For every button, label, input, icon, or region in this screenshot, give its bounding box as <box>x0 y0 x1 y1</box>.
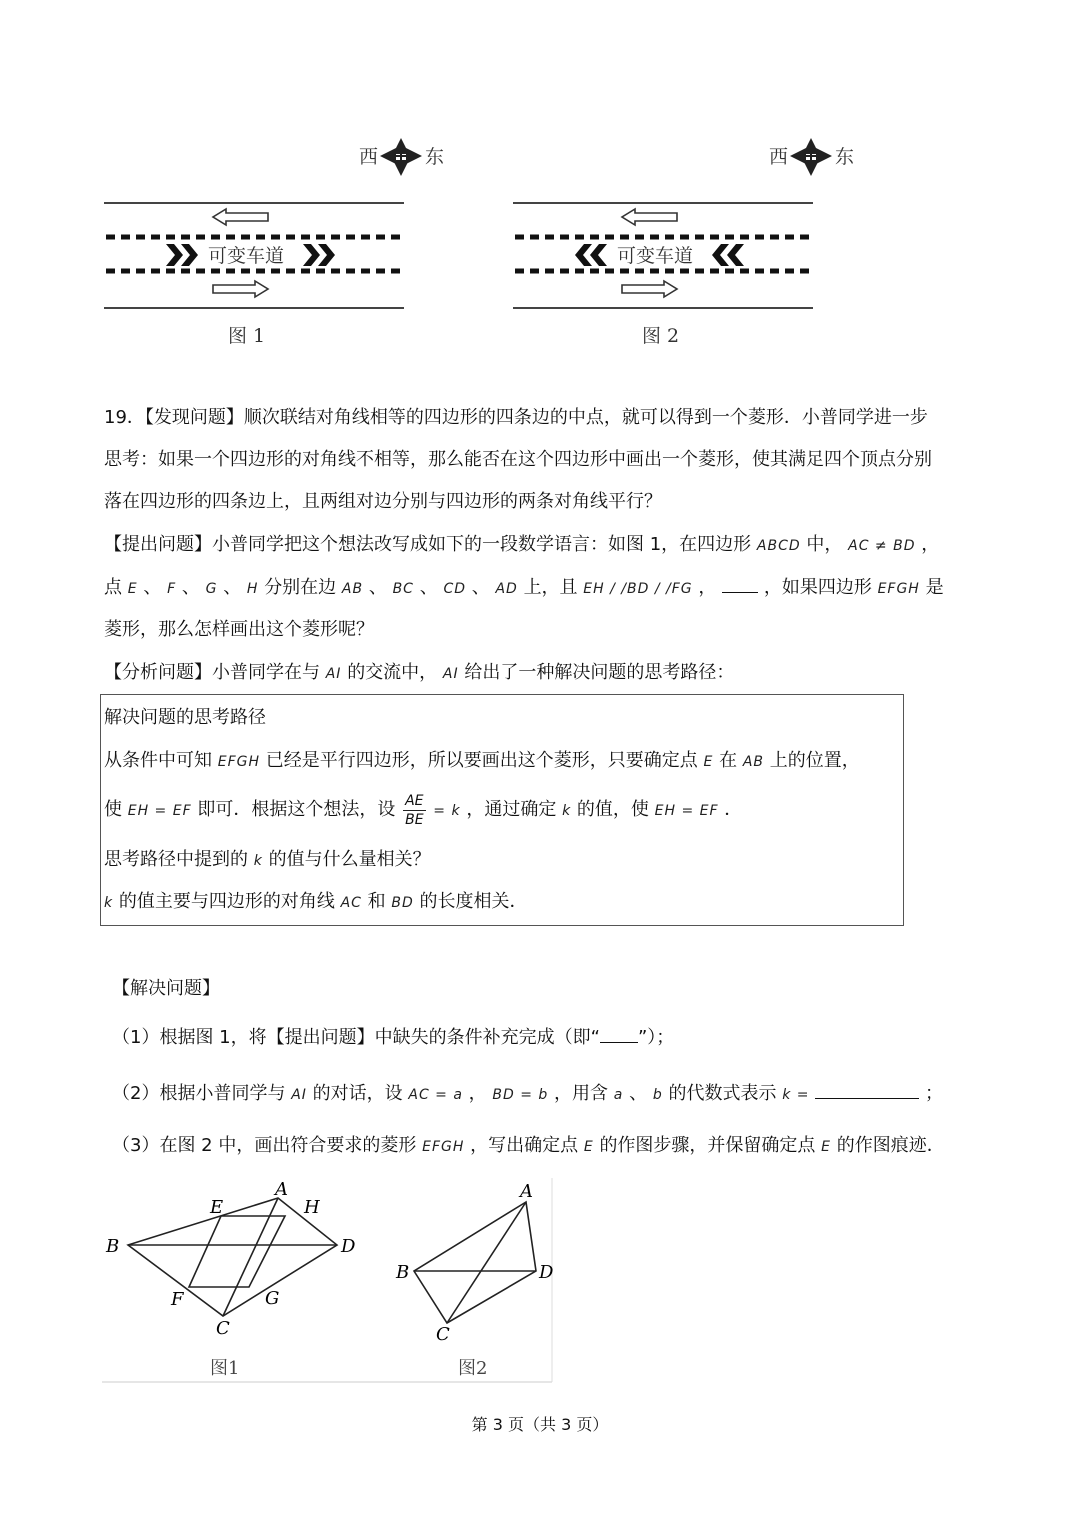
problem-line: 菱形，那么怎样画出这个菱形呢？ <box>104 619 374 640</box>
question-1: （1）根据图 1，将【提出问题】中缺失的条件补充完成（即“ ”）； <box>112 1024 674 1052</box>
problem-line: 点 E 、 F 、 G 、 H 分别在边 AB 、 BC 、 CD 、 AD 上，且 EH / /BD / /FG ， ，如果四边形 EFGH 是 <box>104 574 944 603</box>
chevron-right-icon <box>303 244 335 266</box>
box-line: 思考路径中提到的 k 的值与什么量相关？ <box>104 849 431 870</box>
arrow-right-icon <box>213 281 268 297</box>
vertex-label: B <box>106 1236 120 1257</box>
question-3: （3）在图 2 中，画出符合要求的菱形 EFGH ，写出确定点 E 的作图步骤，并保留确定点 E 的作图痕迹． <box>112 1135 945 1156</box>
answer-blank <box>722 574 758 593</box>
lane-figures <box>0 120 1080 360</box>
vertex-label: C <box>436 1324 450 1345</box>
solve-title: 【解决问题】 <box>112 978 220 999</box>
vertex-label: D <box>539 1262 554 1283</box>
west-label: 西 <box>769 146 789 168</box>
vertex-label: C <box>216 1318 230 1339</box>
figure-caption: 图 2 <box>642 325 680 347</box>
compass-icon <box>384 142 418 172</box>
variable-lane-label: 可变车道 <box>208 245 285 267</box>
variable-lane-label: 可变车道 <box>617 245 694 267</box>
figure-caption: 图2 <box>458 1358 488 1379</box>
question-2: （2）根据小普同学与 AI 的对话，设 AC = a ， BD = b ，用含 a 、 b 的代数式表示 k = ； <box>112 1080 943 1109</box>
east-label: 东 <box>835 146 855 168</box>
vertex-label: H <box>304 1197 320 1218</box>
figure-caption: 图1 <box>210 1358 240 1379</box>
chevron-left-icon <box>712 244 744 266</box>
vertex-label: F <box>171 1289 184 1310</box>
vertex-label: A <box>520 1181 533 1202</box>
box-line: 从条件中可知 EFGH 已经是平行四边形，所以要画出这个菱形，只要确定点 E 在 AB 上的位置， <box>104 750 860 771</box>
chevron-right-icon <box>166 244 198 266</box>
arrow-right-icon <box>622 281 677 297</box>
road-figure-2 <box>513 203 813 347</box>
compass-icon <box>794 142 828 172</box>
vertex-label: B <box>396 1262 410 1283</box>
page-footer: 第 3 页（共 3 页） <box>471 1415 609 1434</box>
answer-blank <box>815 1080 919 1099</box>
vertex-label: E <box>210 1197 224 1218</box>
box-line: k 的值主要与四边形的对角线 AC 和 BD 的长度相关． <box>104 891 528 912</box>
chevron-left-icon <box>575 244 607 266</box>
figure-caption: 图 1 <box>228 325 266 347</box>
answer-blank <box>600 1024 638 1043</box>
problem-line: 思考：如果一个四边形的对角线不相等，那么能否在这个四边形中画出一个菱形，使其满足四个顶点分别 <box>104 449 932 470</box>
arrow-left-icon <box>213 209 268 225</box>
box-line: 使 EH = EF 即可．根据这个想法，设 $\frac{AE}{BE}$ = k ，通过确定 k 的值，使 EH = EF ． <box>104 792 743 828</box>
problem-line: 19．【发现问题】顺次联结对角线相等的四边形的四条边的中点，就可以得到一个菱形．小普同学进一步 <box>104 407 928 428</box>
problem-line: 【分析问题】小普同学在与 AI 的交流中， AI 给出了一种解决问题的思考路径： <box>104 662 735 683</box>
problem-line: 落在四边形的四条边上，且两组对边分别与四边形的两条对角线平行？ <box>104 491 662 512</box>
west-label: 西 <box>359 146 379 168</box>
geometry-figures <box>100 1172 560 1384</box>
vertex-label: D <box>341 1236 356 1257</box>
problem-line: 【提出问题】小普同学把这个想法改写成如下的一段数学语言：如图 1，在四边形 ABCD 中， AC ≠ BD ， <box>104 534 940 555</box>
road-figure-1 <box>104 203 404 347</box>
vertex-label: A <box>275 1179 288 1200</box>
arrow-left-icon <box>622 209 677 225</box>
box-title: 解决问题的思考路径 <box>104 707 266 728</box>
quadrilateral-figure-2 <box>414 1202 536 1323</box>
fraction-ae-be: $\frac{AE}{BE}$ <box>405 792 424 828</box>
east-label: 东 <box>425 146 445 168</box>
vertex-label: G <box>265 1288 280 1309</box>
